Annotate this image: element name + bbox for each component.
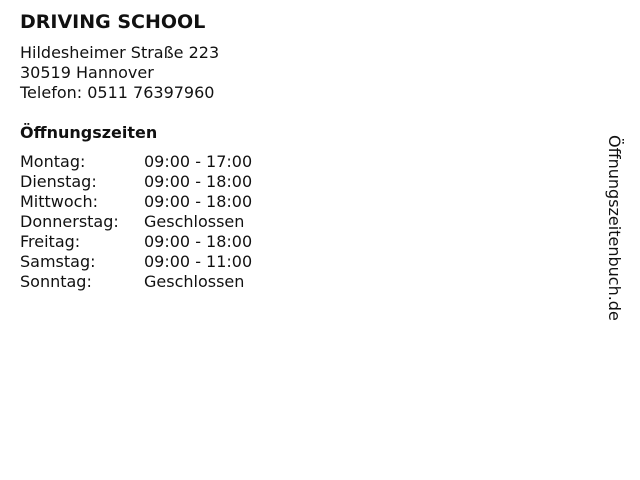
hours-row-wednesday (20, 192, 580, 212)
day-label: Donnerstag: (20, 212, 119, 231)
site-brand-watermark: Öffnungszeitenbuch.de (605, 135, 624, 321)
time-value: 09:00 - 18:00 (144, 192, 253, 211)
hours-row-monday (20, 152, 580, 172)
opening-hours-heading: Öffnungszeiten (20, 123, 158, 142)
time-value: 09:00 - 18:00 (144, 172, 253, 191)
business-card (20, 10, 580, 292)
hours-row-thursday (20, 212, 580, 232)
day-label: Freitag: (20, 232, 81, 251)
day-label: Samstag: (20, 252, 96, 271)
city-postcode: 30519 Hannover (20, 63, 154, 82)
time-value: 09:00 - 18:00 (144, 232, 253, 251)
hours-row-sunday (20, 272, 580, 292)
phone-number: Telefon: 0511 76397960 (20, 83, 215, 102)
time-value: Geschlossen (144, 272, 245, 291)
day-label: Sonntag: (20, 272, 92, 291)
address-block (20, 43, 580, 103)
opening-hours-table (20, 152, 580, 292)
day-label: Mittwoch: (20, 192, 98, 211)
time-value: 09:00 - 17:00 (144, 152, 253, 171)
time-value: Geschlossen (144, 212, 245, 231)
time-value: 09:00 - 11:00 (144, 252, 253, 271)
street-address: Hildesheimer Straße 223 (20, 43, 220, 62)
day-label: Dienstag: (20, 172, 97, 191)
business-name: DRIVING SCHOOL (20, 11, 206, 33)
hours-row-friday (20, 232, 580, 252)
day-label: Montag: (20, 152, 86, 171)
hours-row-saturday (20, 252, 580, 272)
hours-row-tuesday (20, 172, 580, 192)
